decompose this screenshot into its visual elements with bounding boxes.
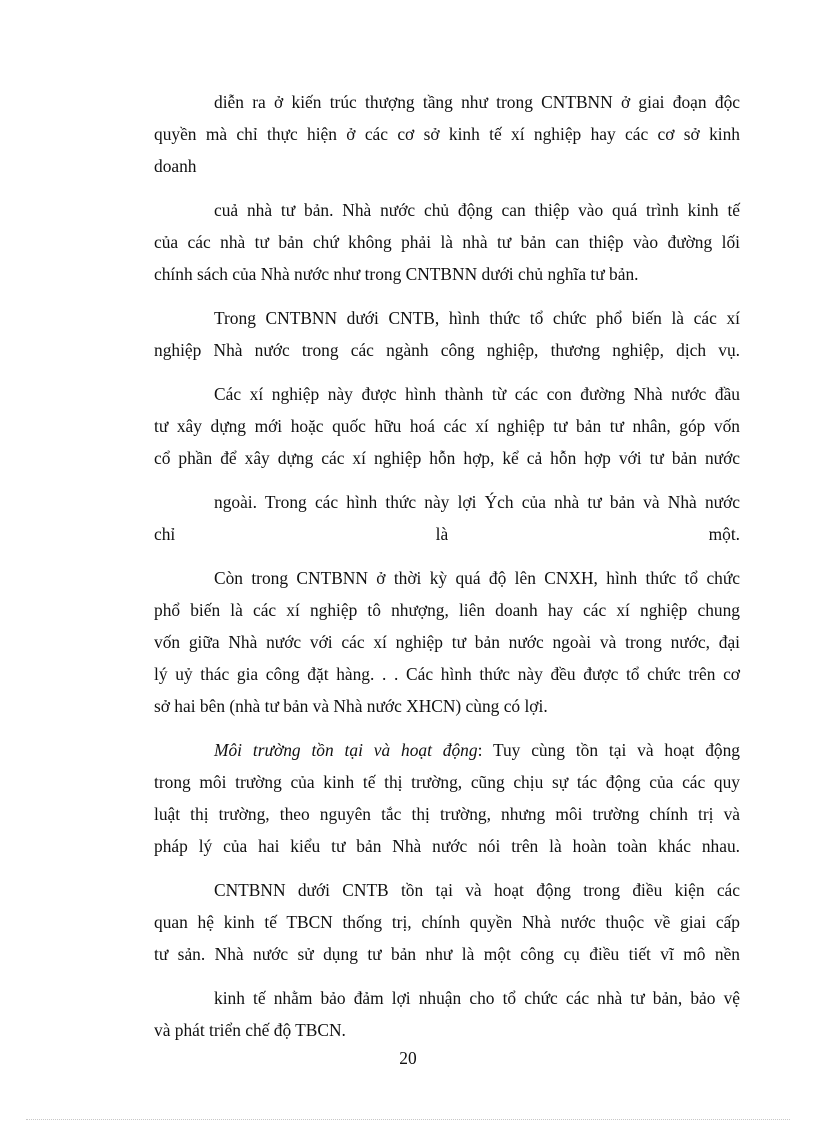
paragraph-1-line-1: diễn ra ở kiến trúc thượng tầng như trong CNTBNN ở giai đoạn độc [214, 92, 740, 112]
paragraph-4-line-3: cổ phần để xây dựng các xí nghiệp hỗn hợp, kể cả hỗn hợp với tư bản nước [154, 448, 740, 468]
paragraph-3-line-2: nghiệp Nhà nước trong các ngành công nghiệp, thương nghiệp, dịch vụ. [154, 340, 740, 360]
paragraph-6-line-2: phổ biến là các xí nghiệp tô nhượng, liên doanh hay các xí nghiệp chung [154, 600, 740, 620]
paragraph-6-line-1: Còn trong CNTBNN ở thời kỳ quá độ lên CNXH, hình thức tổ chức [214, 568, 740, 588]
paragraph-1-line-2: quyền mà chỉ thực hiện ở các cơ sở kinh tế xí nghiệp hay các cơ sở kinh [154, 124, 740, 144]
paragraph-7-line-2: trong môi trường của kinh tế thị trường, cũng chịu sự tác động của các quy [154, 772, 740, 792]
paragraph-7-line-1 [154, 734, 740, 766]
paragraph-2-line-1: cuả nhà tư bản. Nhà nước chủ động can thiệp vào quá trình kinh tế [214, 200, 740, 220]
paragraph-3-line-1: Trong CNTBNN dưới CNTB, hình thức tổ chức phổ biến là các xí [214, 308, 740, 328]
paragraph-8-line-1: CNTBNN dưới CNTB tồn tại và hoạt động trong điều kiện các [214, 880, 740, 900]
paragraph-7-italic-lead: Môi trường tồn tại và hoạt động [214, 740, 478, 760]
paragraph-9-line-2: và phát triển chế độ TBCN. [154, 1020, 346, 1040]
paragraph-5-word-2: là [435, 524, 449, 544]
paragraph-8-line-2: quan hệ kinh tế TBCN thống trị, chính quyền Nhà nước thuộc về giai cấp [154, 912, 740, 932]
paragraph-7-line-1-rest: : Tuy cùng tồn tại và hoạt động [477, 740, 740, 760]
paragraph-2-line-3: chính sách của Nhà nước như trong CNTBNN dưới chủ nghĩa tư bản. [154, 264, 639, 284]
paragraph-9-line-1: kinh tế nhằm bảo đảm lợi nhuận cho tổ chức các nhà tư bản, bảo vệ [214, 988, 740, 1008]
paragraph-2-line-2: của các nhà tư bản chứ không phải là nhà tư bản can thiệp vào đường lối [154, 232, 740, 252]
paragraph-7-line-4: pháp lý của hai kiểu tư bản Nhà nước nói trên là hoàn toàn khác nhau. [154, 836, 740, 856]
paragraph-5-line-2 [154, 518, 740, 550]
page-number: 20 [399, 1048, 417, 1068]
paragraph-1-line-3: doanh [154, 156, 197, 176]
paragraph-4-line-1: Các xí nghiệp này được hình thành từ các con đường Nhà nước đầu [214, 384, 740, 404]
body-text [154, 86, 740, 1046]
paragraph-4-line-2: tư xây dựng mới hoặc quốc hữu hoá các xí nghiệp tư bản tư nhân, góp vốn [154, 416, 740, 436]
paragraph-8-line-3: tư sản. Nhà nước sử dụng tư bản như là một công cụ điều tiết vĩ mô nền [154, 944, 740, 964]
paragraph-6-line-3: vốn giữa Nhà nước với các xí nghiệp tư bản nước ngoài và trong nước, đại [154, 632, 740, 652]
paragraph-5-word-1: chỉ [154, 524, 176, 544]
paragraph-5-word-3: một. [708, 524, 740, 544]
paragraph-7-line-3: luật thị trường, theo nguyên tắc thị trường, nhưng môi trường chính trị và [154, 804, 740, 824]
paragraph-6-line-4: lý uỷ thác gia công đặt hàng. . . Các hình thức này đều được tổ chức trên cơ [154, 664, 740, 684]
paragraph-6-line-5: sở hai bên (nhà tư bản và Nhà nước XHCN) cùng có lợi. [154, 696, 548, 716]
page-bottom-divider [26, 1119, 790, 1120]
paragraph-5-line-1: ngoài. Trong các hình thức này lợi Ých của nhà tư bản và Nhà nước [214, 492, 740, 512]
